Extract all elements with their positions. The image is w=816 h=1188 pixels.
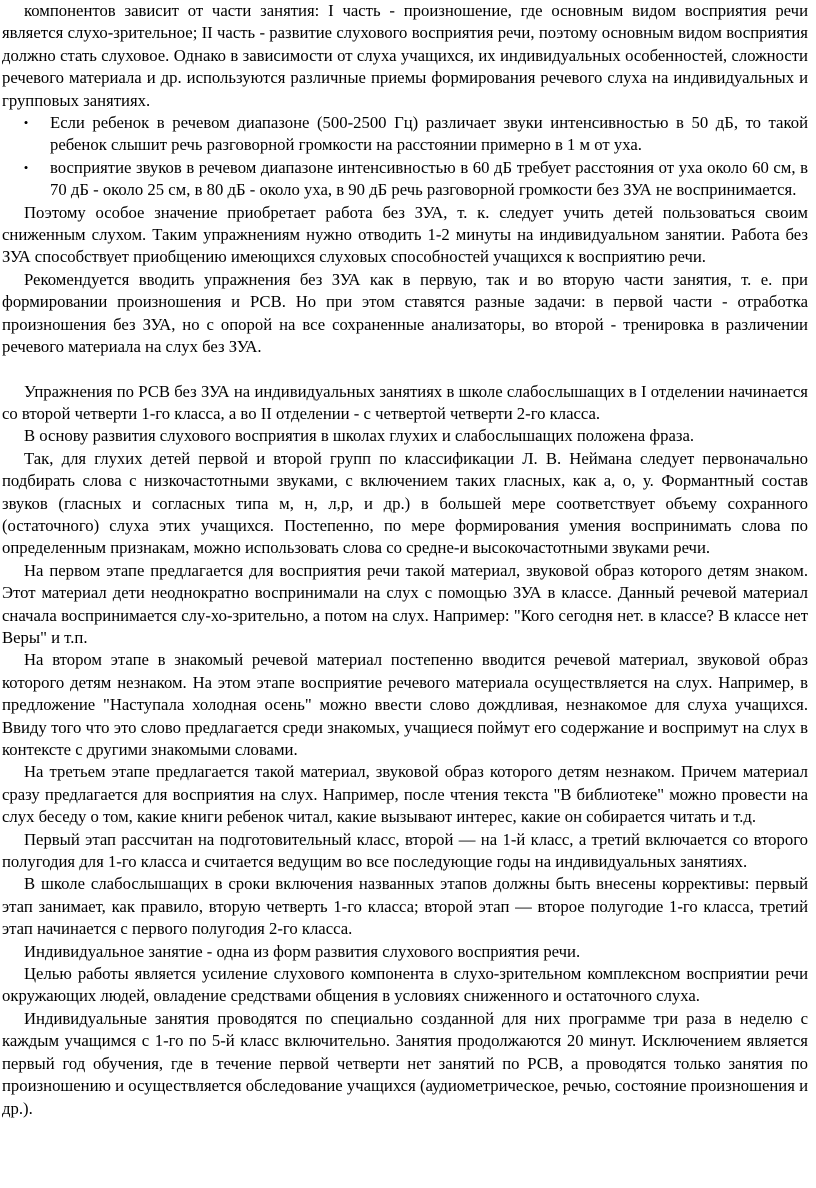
paragraph-14: Индивидуальные занятия проводятся по специально созданной для них программе три раза в неделю с каждым учащимся с 1-го по 5-й класс включительно. Занятия продолжаются 20 минут. Исключением является первый год обучения, где в течение первой четверти нет занятий по РСВ, а проводятся только занятия по произношению и осуществляется обследование учащихся (аудиометрическое, речью, состояние произношения и др.). <box>2 1008 808 1118</box>
bullet-text-1: Если ребенок в речевом диапазоне (500-2500 Гц) различает звуки интенсивностью в 50 дБ, то такой ребенок слышит речь разговорной громкости на расстоянии примерно в 1 м от уха. <box>50 113 808 155</box>
paragraph-12: Индивидуальное занятие - одна из форм развития слухового восприятия речи. <box>24 941 581 961</box>
bullet-text-2: восприятие звуков в речевом диапазоне интенсивностью в 60 дБ требует расстояния от уха около 60 см, в 70 дБ - около 25 см, в 80 дБ - около уха, в 90 дБ речь разговорной громкости без ЗУА не воспринимается. <box>50 157 808 200</box>
bullet-item-1 <box>2 112 808 157</box>
paragraph-7: На первом этапе предлагается для восприятия речи такой материал, звуковой образ которого детям знаком. Этот материал дети неоднократно воспринимали на слух с помощью ЗУА в классе. Данный речевой материал сначала воспринимается слу-хо-зрительно, а потом на слух. Например: "Кого сегодня нет. в классе? В классе нет Веры" и т.п. <box>2 560 808 647</box>
bullet-item-2 <box>2 157 808 202</box>
bullet-icon: • <box>23 159 29 175</box>
paragraph-10: Первый этап рассчитан на подготовительный класс, второй — на 1-й класс, а третий включается со второго полугодия для 1-го класса и считается ведущим во все последующие годы на индивидуальных занятиях. <box>2 829 808 872</box>
paragraph-3: Рекомендуется вводить упражнения без ЗУА как в первую, так и во вторую части занятия, т. е. при формировании произношения и РСВ. Но при этом ставятся разные задачи: в первой части - отработка произношения без ЗУА, но с опорой на все сохраненные анализаторы, во второй - тренировка в различении речевого материала на слух без ЗУА. <box>2 269 808 357</box>
paragraph-8: На втором этапе в знакомый речевой материал постепенно вводится речевой материал, звуковой образ которого детям незнаком. На этом этапе восприятие речевого материала осуществляется на слух. Например, в предложение "Наступала холодная осень" можно ввести слово дождливая, незнакомое для слуха учащихся. Ввиду того что это слово предлагается среди знакомых, учащиеся поймут его содержание и воспримут на слух в контексте с другими знакомыми словами. <box>2 650 808 759</box>
paragraph-13: Целью работы является усиление слухового компонента в слухо-зрительном комплексном восприятии речи окружающих людей, овладение средствами общения в условиях сниженного и остаточного слуха. <box>2 964 808 1006</box>
paragraph-5: В основу развития слухового восприятия в школах глухих и слабослышащих положена фраза. <box>24 426 695 446</box>
paragraph-2: Поэтому особое значение приобретает работа без ЗУА, т. к. следует учить детей пользоваться своим сниженным слухом. Таким упражнениям нужно отводить 1-2 минуты на индивидуальном занятии. Работа без ЗУА способствует приобщению имеющихся слуховых способностей учащихся к восприятию речи. <box>2 202 808 267</box>
paragraph-9: На третьем этапе предлагается такой материал, звуковой образ которого детям незнаком. Причем материал сразу предлагается для восприятия на слух. Например, после чтения текста "В библиотеке" можно провести на слух беседу о том, какие книги ребенок читал, какие вызывают интерес, какие он собирается читать и т.д. <box>2 762 808 827</box>
paragraph-1: компонентов зависит от части занятия: I часть - произношение, где основным видом восприятия речи является слухо-зрительное; II часть - развитие слухового восприятия речи, поэтому основным видом восприятия должно стать слуховое. Однако в зависимости от слуха учащихся, их индивидуальных особенностей, сложности речевого материала и др. используются различные приемы формирования речевого слуха на индивидуальных и групповых занятиях. <box>2 1 808 110</box>
paragraph-11: В школе слабослышащих в сроки включения названных этапов должны быть внесены коррективы: первый этап занимает, как правило, вторую четверть 1-го класса; второй этап — второе полугодие 1-го класса, третий этап начинается с первого полугодия 2-го класса. <box>2 874 808 939</box>
blank-line <box>2 359 808 381</box>
paragraph-4: Упражнения по РСВ без ЗУА на индивидуальных занятиях в школе слабослышащих в I отделении начинается со второй четверти 1-го класса, а во II отделении - с четвертой четверти 2-го класса. <box>2 381 808 423</box>
bullet-icon: • <box>23 115 29 131</box>
paragraph-6: Так, для глухих детей первой и второй групп по классификации Л. В. Неймана следует первоначально подбирать слова с низкочастотными звуками, с включением таких гласных, как а, о, у. Формантный состав звуков (гласных и согласных типа м, н, л,р, и др.) в большей мере соответствует объему сохранного (остаточного) слуха этих учащихся. Постепенно, по мере формирования умения воспринимать слова по определенным признакам, можно использовать слова со средне-и высокочастотными звуками речи. <box>2 448 808 558</box>
